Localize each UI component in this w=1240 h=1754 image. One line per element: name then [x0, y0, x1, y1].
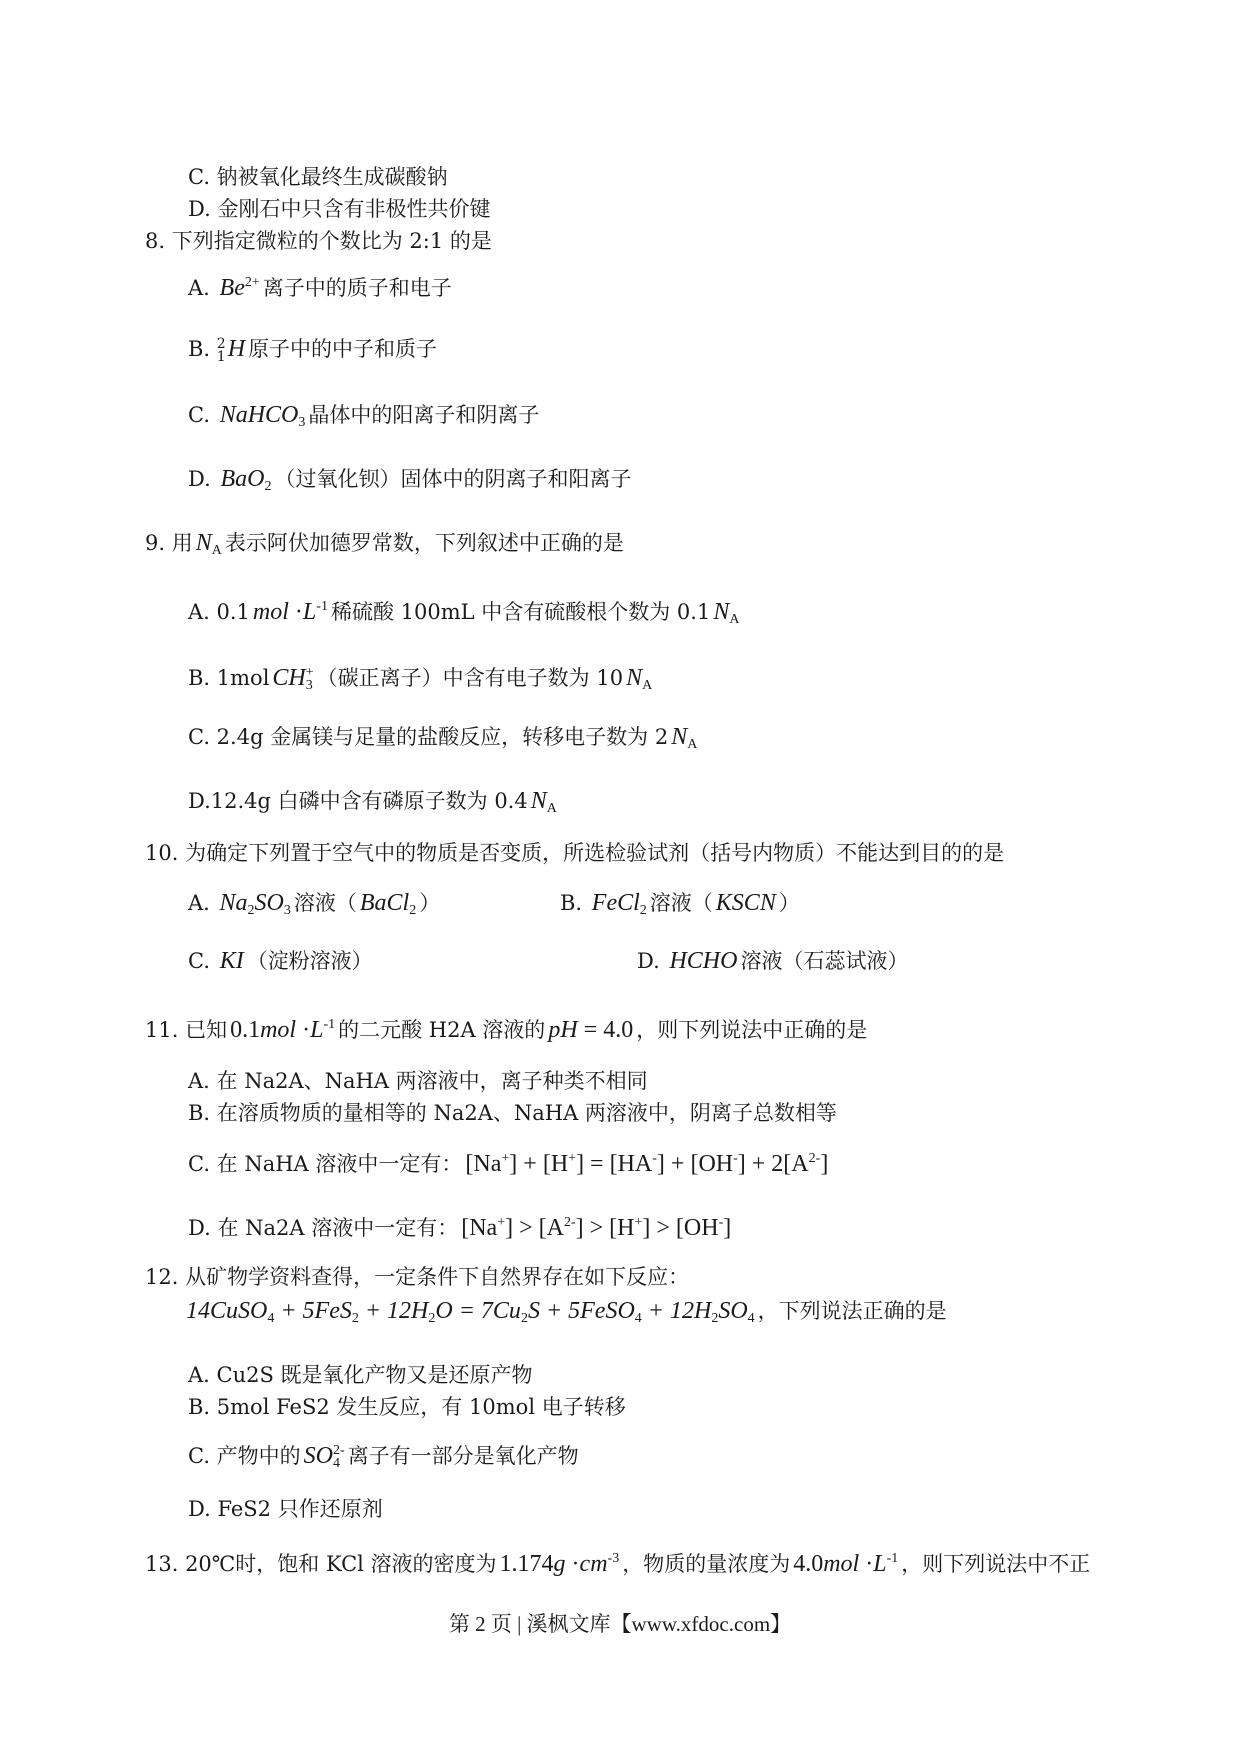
- q12-option-c: C. 产物中的 $SO_4^{2-}$ 离子有一部分是氧化产物: [188, 1443, 579, 1471]
- q13-stem: 13. 20℃时，饱和 KCl 溶液的密度为 $1.174g \cdot cm^{-3}$ ，物质的量浓度为 $4.0mol \cdot L^{-1}$ ，则下列说法中不正: [145, 1551, 1091, 1577]
- q12-option-b: B. 5mol FeS2 发生反应，有 10mol 电子转移: [188, 1395, 626, 1419]
- q10-option-d: D. HCHO 溶液（石蕊试液）: [637, 948, 909, 974]
- q7-option-d: D. 金刚石中只含有非极性共价键: [188, 197, 491, 221]
- q12-stem: 12. 从矿物学资料查得，一定条件下自然界存在如下反应：: [145, 1265, 690, 1289]
- q12-option-d: D. FeS2 只作还原剂: [188, 1497, 383, 1521]
- page-footer: 第 2 页 | 溪枫文库【www.xfdoc.com】: [448, 1612, 792, 1636]
- q8-option-c: C. NaHCO$_3$ 晶体中的阳离子和阴离子: [188, 402, 540, 430]
- q11-stem: 11. 已知 $0.1mol \cdot L^{-1}$ 的二元酸 H2A 溶液的 pH = 4.0 ，则下列说法中正确的是: [145, 1017, 868, 1043]
- q9-option-b: B. 1mol $CH_3^+$ （碳正离子）中含有电子数为 10 $N_A$: [188, 665, 653, 693]
- q8-stem: 8. 下列指定微粒的个数比为 2:1 的是: [145, 229, 492, 253]
- q8-option-d: D. BaO$_2$ （过氧化钡）固体中的阴离子和阳离子: [188, 466, 632, 494]
- q9-option-d: D.12.4g 白磷中含有磷原子数为 0.4 $N_A$: [188, 788, 557, 816]
- q7-option-c: C. 钠被氧化最终生成碳酸钠: [188, 165, 448, 189]
- q8-option-b: B. 2 1H 原子中的中子和质子: [188, 335, 438, 365]
- q12-option-a: A. Cu2S 既是氧化产物又是还原产物: [188, 1363, 533, 1387]
- q10-option-a: A. $Na_2SO_3$ 溶液（ BaCl$_2$ ）: [188, 890, 441, 918]
- q11-option-d: D. 在 Na2A 溶液中一定有： $[Na^+] > [A^{2-}] > [H^+] > [OH^-]$: [188, 1215, 732, 1241]
- q8-option-a: A. $Be^{2+}$ 离子中的质子和电子: [188, 275, 452, 301]
- q10-option-c: C. KI （淀粉溶液）: [188, 948, 373, 974]
- q10-stem: 10. 为确定下列置于空气中的物质是否变质，所选检验试剂（括号内物质）不能达到目的的是: [145, 841, 1005, 865]
- q11-option-a: A. 在 Na2A、NaHA 两溶液中，离子种类不相同: [188, 1069, 648, 1093]
- q10-option-b: B. FeCl$_2$ 溶液（ KSCN ）: [560, 890, 800, 918]
- q9-stem: 9. 用 $N_A$ 表示阿伏加德罗常数，下列叙述中正确的是: [145, 530, 624, 558]
- q12-equation: 14CuSO$_4$ + $5FeS_2 + 12H_2O = 7Cu_2S$ + 5FeSO$_4$ + $12H_2SO_4$ ，下列说法正确的是: [186, 1298, 947, 1326]
- q9-option-c: C. 2.4g 金属镁与足量的盐酸反应，转移电子数为 2 $N_A$: [188, 724, 698, 752]
- q9-option-a: A. 0.1 mol $\cdot L^{-1}$ 稀硫酸 100mL 中含有硫酸根个数为 0.1 $N_A$: [188, 599, 740, 627]
- q11-option-c: C. 在 NaHA 溶液中一定有： $[Na^+] + [H^+] = [HA^-] + [OH^-] + 2[A^{2-}]$: [188, 1151, 829, 1177]
- q11-option-b: B. 在溶质物质的量相等的 Na2A、NaHA 两溶液中，阴离子总数相等: [188, 1101, 837, 1125]
